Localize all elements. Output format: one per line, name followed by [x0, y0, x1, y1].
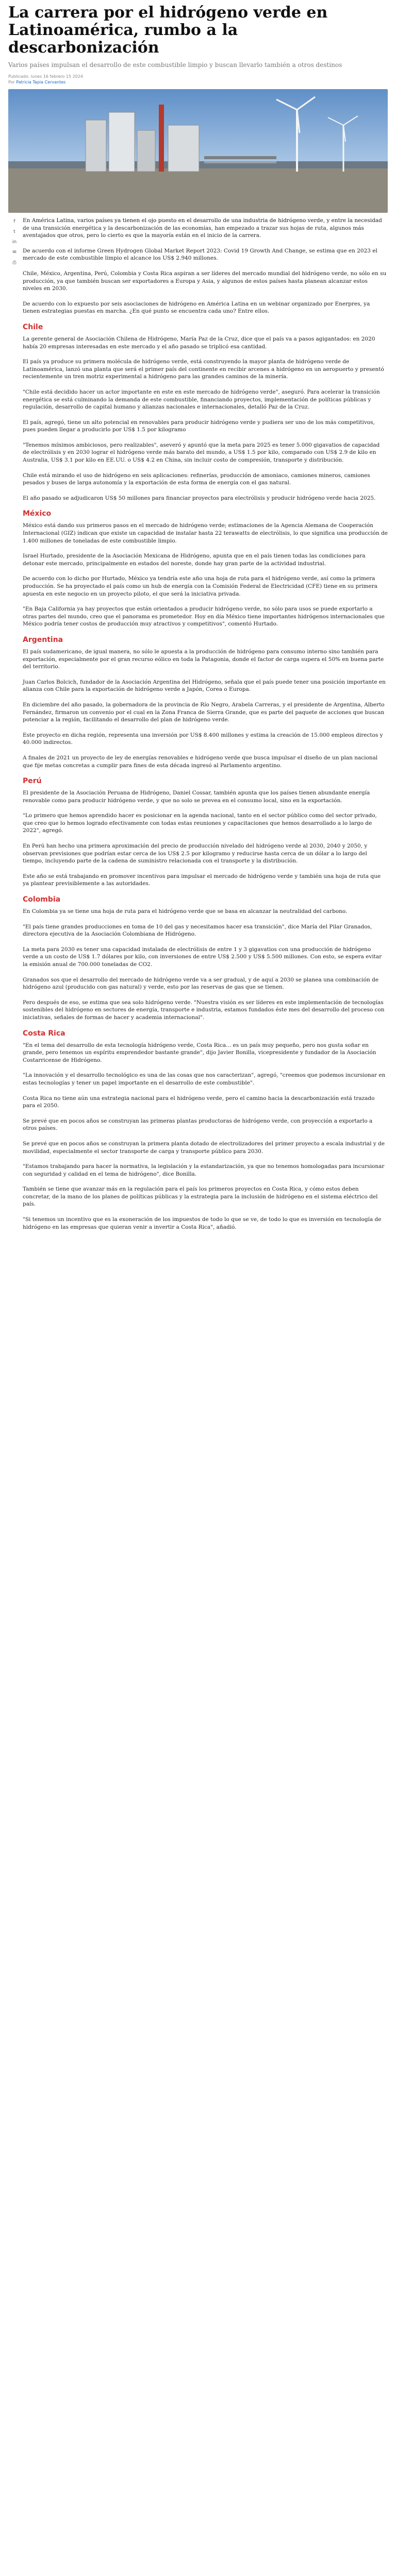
section-paragraph: "La innovación y el desarrollo tecnológico es una de las cosas que nos caracterizan", agregó, "creemos que podemos incursionar en estas tecnologías y tener un papel importante en el desarrollo de este combustible". [23, 1072, 386, 1086]
share-bar [8, 217, 21, 1239]
section-paragraph: México está dando sus primeros pasos en el mercado de hidrógeno verde; estimaciones de la Agencia Alemana de Cooperación Internacional (GIZ) indican que existe un capacidad de instalar hasta 22 terawatts de electrólisis, lo que significa una producción de 1.400 millones de toneladas de este combustible limpio. [23, 522, 388, 544]
print-icon[interactable]: ⎙ [12, 260, 16, 265]
section-paragraph: En Colombia ya se tiene una hoja de ruta para el hidrógeno verde que se basa en alcanzar la neutralidad del carbono. [23, 908, 348, 915]
intro-paragraph: En América Latina, varios países ya tienen el ojo puesto en el desarrollo de una industria de hidrógeno verde, y entre la necesidad de una transición energética y la descarbonización de las economías, han empezado a trazar sus hojas de ruta, algunos más aventajados que otros, pero lo cierto es que la mayoría están en el inicio de la carrera. [23, 217, 382, 239]
section-paragraph: "Chile está decidido hacer un actor importante en este en este mercado de hidrógeno verde", aseguró. Para acelerar la transición energética se está culminando la demanda de este combustible, financiando proyectos, implementación de políticas públicas y regulación, desarrollo de capital humano y alianzas nacionales e internacionales, detalló Paz de la Cruz. [23, 388, 380, 411]
article-meta [8, 74, 388, 85]
section-paragraph: "Tenemos mínimos ambiciosos, pero realizables", aseveró y apuntó que la meta para 2025 es tener 5.000 gigavatios de capacidad de electrólisis y en 2030 lograr el hidrógeno verde más barato del mundo, a US$ 1.5 por kilo, comparado con US$ 2.9 de kilo en Australia, US$ 3.1 por kilo en EE.UU. o US$ 4.2 en China, sin incluir costo de compresión, transporte y distribución. [23, 442, 380, 464]
section-paragraph: En diciembre del año pasado, la gobernadora de la provincia de Río Negro, Arabela Carreras, y el presidente de Argentina, Alberto Fernández, firmaron un convenio por el cual en la Zona Franca de Sierra Grande, que es parte del paquete de acciones que buscan potenciar a la región, facilitando el desarrollo del plan de hidrógeno verde. [23, 701, 385, 723]
section-heading-peru: Perú [23, 777, 42, 786]
hero-photo-illustration [8, 89, 388, 213]
linkedin-share-icon[interactable]: in [12, 240, 17, 245]
section-paragraph: "En el tema del desarrollo de esta tecnología hidrógeno verde, Costa Rica... es un país muy pequeño, pero nos gusta soñar en grande, pero tenemos un espíritu emprendedor bastante grande", dijo Javier Bonilla, vicepresidente y fundador de la Asociación Costarricense de Hidrógeno. [23, 1042, 376, 1063]
hero-image [8, 89, 388, 213]
section-paragraph: Chile está mirando el uso de hidrógeno en seis aplicaciones: refinerías, producción de amoniaco, camiones mineros, camiones pesados y buses de larga autonomía y la exportación de esta forma de energía con el gas natural. [23, 472, 370, 486]
article-content [21, 217, 388, 1239]
email-share-icon[interactable]: ✉ [12, 250, 16, 255]
section-paragraph: El país sudamericano, de igual manera, no sólo le apuesta a la producción de hidrógeno para consumo interno sino también para exportación, especialmente por el gran recurso eólico en toda la Patagonia, donde el factor de carga supera el 50% en buena parte del territorio. [23, 648, 384, 670]
section-paragraph: A finales de 2021 un proyecto de ley de energías renovables e hidrógeno verde que busca impulsar el diseño de un plan nacional que fije metas concretas a cumplir para fines de esta década ingresó al Parlamento argentino. [23, 754, 378, 769]
section-paragraph: "Si tenemos un incentivo que es la exoneración de los impuestos de todo lo que se ve, de todo lo que es inversión en tecnología de hidrógeno en las empresas que quieran venir a invertir a Costa Rica", añadió. [23, 1216, 382, 1230]
intro-paragraph: De acuerdo con lo expuesto por seis asociaciones de hidrógeno en América Latina en un webinar organizado por Enerpres, ya tienen estrategias puestas en marcha. ¿En qué punto se encuentra cada uno? Entre ellos. [23, 300, 370, 315]
section-paragraph: Este año se está trabajando en promover incentivos para impulsar el mercado de hidrógeno verde y también una hoja de ruta que ya plantear previsiblemente a las autoridades. [23, 873, 381, 887]
section-paragraph: Juan Carlos Bolcich, fundador de la Asociación Argentina del Hidrógeno, señala que el país puede tener una posición importante en alianza con Chile para la exportación de hidrógeno verde a Japón, Corea o Europa. [23, 679, 386, 693]
section-paragraph: El año pasado se adjudicaron US$ 50 millones para financiar proyectos para electrólisis y producir hidrógeno verde hacia 2025. [23, 495, 376, 501]
author-link[interactable]: Patricia Tapia Cervantes [16, 80, 66, 84]
twitter-share-icon[interactable]: t [13, 229, 15, 234]
section-paragraph: El país, agregó, tiene un alto potencial en renovables para producir hidrógeno verde y pudiera ser uno de los más competitivos, pues pueden llegar a producirlo por US$ 1.5 por kilogramo [23, 419, 375, 433]
section-paragraph: El presidente de la Asociación Peruana de Hidrógeno, Daniel Cossar, también apunta que los países tienen abundante energía renovable como para producir hidrógeno verde, y que no solo se prevea en el consumo local, sino en la exportación. [23, 790, 370, 804]
section-paragraph: "El país tiene grandes producciones en toma de 10 del gas y necesitamos hacer esa transición", dice María del Pilar Granados, directora ejecutiva de la Asociación Colombiana de Hidrógeno. [23, 923, 372, 938]
section-paragraph: En Perú han hecho una primera aproximación del precio de producción nivelado del hidrógeno verde al 2030, 2040 y 2050, y observan previsiones que podrían estar cerca de los US$ 2.5 por kilogramo y reducirse hasta cerca de un dólar a lo largo del tiempo, incluyendo parte de la cadena de suministro relacionada con el transporte y la distribución. [23, 843, 368, 865]
section-paragraph: Se prevé que en pocos años se construyan la primera planta dotado de electrolizadores del primer proyecto a escala industrial y de movilidad, especialmente el sector transporte de carga y transporte público para 2030. [23, 1140, 385, 1155]
article-title: La carrera por el hidrógeno verde en Latinoamérica, rumbo a la descarbonización [8, 4, 328, 57]
section-paragraph: Se prevé que en pocos años se construyan las primeras plantas productoras de hidrógeno verde, con proyección a exportarlo a otros países. [23, 1117, 373, 1132]
section-heading-argentina: Argentina [23, 635, 63, 644]
section-paragraph: Este proyecto en dicha región, representa una inversión por US$ 8.400 millones y estima la creación de 15.000 empleos directos y 40.000 indirectos. [23, 732, 383, 746]
section-paragraph: La meta para 2030 es tener una capacidad instalada de electrólisis de entre 1 y 3 gigavatios con una producción de hidrógeno verde a un costo de US$ 1.7 dólares por kilo, con inversiones de entre US$ 2.500 y US$ 5.500 millones. Con esto, se espera evitar la emisión anual de 700.000 toneladas de CO2. [23, 946, 382, 968]
section-heading-chile: Chile [23, 323, 43, 331]
section-heading-costa-rica: Costa Rica [23, 1029, 65, 1038]
section-paragraph: De acuerdo con lo dicho por Hurtado, México ya tendría este año una hoja de ruta para el hidrógeno verde, así como la primera producción. Se ha proyectado el país como un hub de energía con la Comisión Federal de Electricidad (CFE) tiene en su primera apuesta en este negocio en un proyecto piloto, el que será la iniciativa privada. [23, 575, 378, 597]
facebook-share-icon[interactable]: f [13, 219, 15, 224]
intro-paragraph: Chile, México, Argentina, Perú, Colombia y Costa Rica aspiran a ser líderes del mercado mundial del hidrógeno verde, no sólo en su producción, ya que también buscan ser exportadores a Europa y Asia, y algunos de estos países hasta planean alcanzar estos niveles en 2030. [23, 270, 387, 292]
article-subtitle: Varios países impulsan el desarrollo de este combustible limpio y buscan llevarlo también a otros destinos [8, 61, 342, 69]
section-paragraph: La gerente general de Asociación Chilena de Hidrógeno, María Paz de la Cruz, dice que el país va a pasos agigantados: en 2020 había 20 empresas interesadas en este mercado y el año pasado se triplicó esa cantidad. [23, 335, 375, 350]
section-paragraph: Granados sos que el desarrollo del mercado de hidrógeno verde va a ser gradual, y de aquí a 2030 se planea una combinación de hidrógeno azul (producido con gas natural) y verde, esto por las reservas de gas que se tienen. [23, 976, 379, 991]
section-paragraph: Israel Hurtado, presidente de la Asociación Mexicana de Hidrógeno, apunta que en el país tienen todas las condiciones para detonar este mercado, principalmente en estados del noreste, donde hay gran parte de la actividad industrial. [23, 553, 366, 567]
section-heading-colombia: Colombia [23, 895, 61, 904]
section-paragraph: También se tiene que avanzar más en la regulación para el país los primeros proyectos en Costa Rica, y cómo estos deben concretar, de la mano de los planes de políticas públicas y la estrategia para la inclusión de hidrógeno en el sistema eléctrico del país. [23, 1186, 378, 1208]
section-paragraph: El país ya produce su primera molécula de hidrógeno verde, está construyendo la mayor planta de hidrógeno verde de Latinoamérica, lanzó una planta que será el primer país del continente en recibir arcenes a hidrógeno en un aeropuerto y presentó recientemente un tren motriz experimental a hidrógeno para las grandes caminos de la minería. [23, 359, 384, 380]
section-paragraph: "Lo primero que hemos aprendido hacer es posicionar en la agenda nacional, tanto en el sector público como del sector privado, que creo que lo hemos logrado efectivamente con todas estas reuniones y capacitaciones que hemos desarrollado a lo largo de 2022", agregó. [23, 812, 377, 834]
article-page [0, 0, 396, 1239]
author-prefix: Por [8, 80, 15, 84]
article-body-wrap [8, 217, 388, 1239]
section-paragraph: Costa Rica no tiene aún una estrategia nacional para el hidrógeno verde, pero el camino hacia la descarbonización está trazado para el 2050. [23, 1095, 375, 1109]
section-heading-mexico: México [23, 510, 52, 518]
section-paragraph: "Estamos trabajando para hacer la normativa, la legislación y la estandarización, ya que no tenemos homologadas para incursionar con seguridad y calidad en el tema de hidrógeno", dice Bonilla. [23, 1163, 385, 1177]
article-author-line [8, 79, 388, 85]
section-paragraph: "En Baja California ya hay proyectos que están orientados a producir hidrógeno verde, no sólo para usos se puede exportarlo a otras partes del mundo, creo que el panorama es prometedor. Hoy en día México tiene importantes hidrógenos internacionales que México podría tener costos de producción muy atractivos y competitivos", comentó Hurtado. [23, 606, 385, 628]
intro-paragraph: De acuerdo con el informe Green Hydrogen Global Market Report 2023: Covid 19 Growth And Change, se estima que en 2023 el mercado de este combustible limpio el alcance los US$ 2.940 millones. [23, 247, 377, 262]
section-paragraph: Pero después de eso, se estima que sea solo hidrógeno verde. "Nuestra visión es ser líderes en este implementación de tecnologías sostenibles del hidrógeno en sectores de energía, transporte e industria, estamos fundados éste mes del desarrollo del proceso con iniciativas, señales de formas de hacer y academia internacional". [23, 999, 385, 1021]
article-date: Publicado: lunes 16 febrero 15 2024 [8, 74, 83, 79]
